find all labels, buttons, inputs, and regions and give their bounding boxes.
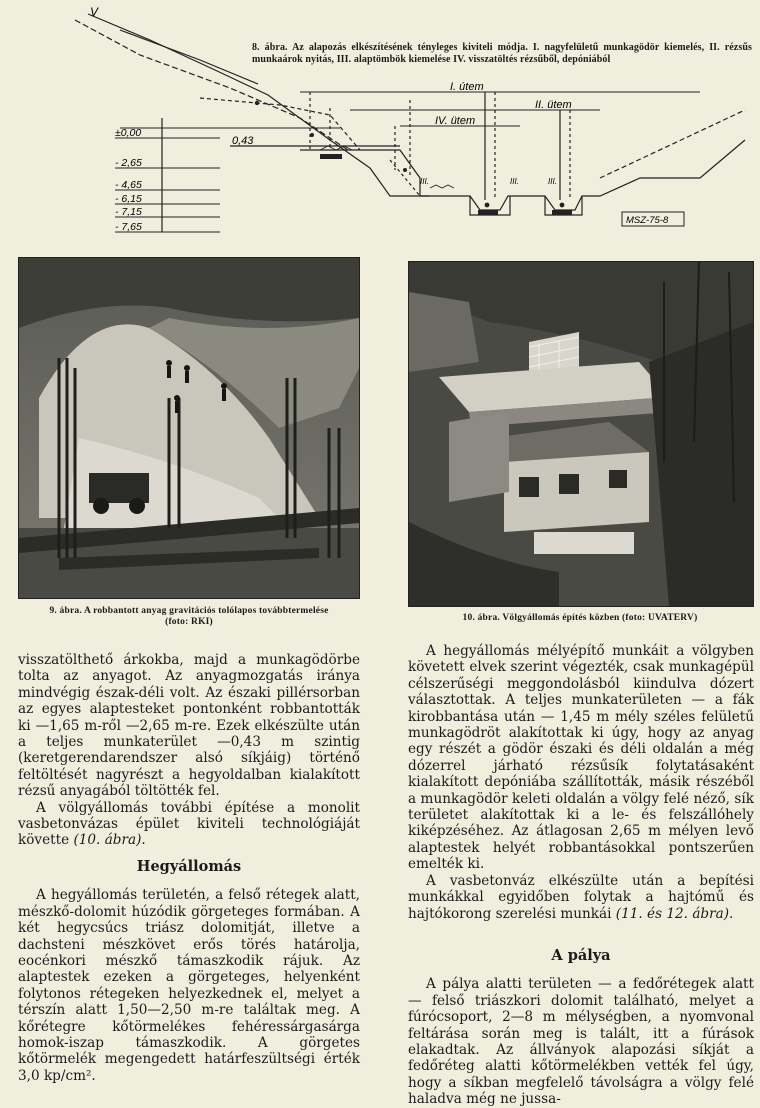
pit-label: III. — [548, 177, 557, 186]
figure-8-caption: 8. ábra. Az alapozás elkészítésének tényleges kiviteli módja. I. nagyfelületű munkagödör kiemelés, II. rézsűs munkaárok nyitás, III. alaptömbök kiemelése IV. visszatöltés rézsűből, depóniából — [252, 42, 752, 65]
figure-9-caption — [18, 606, 360, 628]
dimension-label: 0,43 — [232, 135, 254, 147]
route-label-3: IV. ütem — [435, 115, 476, 127]
elevation-label: - 2,65 — [115, 157, 142, 169]
paragraph: A pálya alatti területen — a fedőrétegek alatt — felső triászkori dolomit található, melyet a fúrócsoport, 2—8 m mélységben, a nyomvonal feltárása során meg is talált, itt a fúrások elakadtak. Az állványok alapozási síkját a fedőréteg alatti kőtörmelékben vették fel úgy, hogy a síkban megfelelő távolságra a völgy felé haladva még ne jussa- — [408, 976, 754, 1108]
figure-reference: (10. ábra). — [73, 832, 146, 849]
section-heading: Hegyállomás — [136, 857, 242, 875]
paragraph: A hegyállomás mélyépítő munkáit a völgyben követett elvek szerint végezték, csak munkagépül célszerűségi meggondolásból kiindulva dózert választottak. A teljes munkaterületen — a fák kirobbantása után — 1,45 m mély széles felületű munkagödröt alakítottak ki úgy, hogy az anyag egy részét a gödör északi és déli oldalán a még dózerrel járható rézsűsík folytatásaként kialakított depóniába szállították, másik részéből a munkagödör keleti oldalán a völgy felé néző, sík területet alakítottak ki a le- és felszállóhely kiképzéséhez. Az átlagosan 2,65 m mélyen levő alaptestek helyét robbantásokkal pontszerűen emelték ki. — [408, 643, 754, 873]
figure-10-caption: 10. ábra. Völgyállomás építés közben (foto: UVATERV) — [462, 613, 698, 623]
right-text-column — [408, 643, 754, 1108]
figure-reference: (11. és 12. ábra). — [615, 905, 734, 922]
paragraph — [408, 873, 754, 922]
pit-label: III. — [510, 177, 519, 186]
elevation-label: - 6,15 — [115, 193, 142, 205]
paragraph: A hegyállomás területén, a felső rétegek alatt, mészkő-dolomit húzódik görgeteges formában. A két hegycsúcs triász dolomitját, illetve a dachsteni mészkövet erős törés határolja, eocénkori mészkő támaszkodik rájuk. Az alaptestek ezeken a görgeteges, helyenként folytonos rétegeken helyezkednek el, melyet a térszín alatt 1,50—2,50 m-re találtak meg. A kőrétegre kőtörmelékes fehéressárgasárga homok-iszap támaszkodik. A görgetes kőtörmelék megengedett határfeszültségi érték 3,0 kp/cm². — [18, 887, 360, 1084]
paragraph-text: A vasbetonváz elkészülte után a bepítési munkákkal egyidőben folytak a hajtómű és hajtókorong szerelési munkái — [408, 872, 754, 922]
paragraph-text: A völgyállomás további építése a monolit vasbetonvázas épület kiviteli technológiáját követte — [18, 799, 360, 849]
elevation-label: - 7,15 — [115, 206, 142, 218]
excavation-outline — [300, 140, 745, 210]
stamp-text: MSZ-75-8 — [626, 215, 669, 226]
section-heading: A pálya — [551, 946, 611, 964]
route-label-2: II. ütem — [535, 99, 572, 111]
figure-10-photo — [408, 261, 754, 607]
route-label-1: I. útem — [450, 81, 484, 93]
construction-site-photo-illustration — [19, 258, 359, 598]
figure-9-photo — [18, 257, 360, 599]
original-terrain-line — [88, 14, 370, 168]
valley-station-photo-illustration — [409, 262, 753, 606]
figure-8-diagram — [0, 0, 760, 250]
paragraph: visszatölthető árkokba, majd a munkagödörbe tolta az anyagot. Az anyagmozgatás iránya mindvégig észak-déli volt. Az északi pillérsorban az egyes alaptesteket pontonként robbantották ki —1,65 m-ről —2,65 m-re. Ezek elkészülte után a teljes munkaterület —0,43 m szintig (keretgerendarendszer alsó síkjáig) történő feltöltését nagyrészt a hegyoldalban kialakított rézsű anyagából töltötték fel. — [18, 652, 360, 800]
figure-9-caption-line1: 9. ábra. A robbantott anyag gravitációs tolólapos továbbtermelése — [49, 606, 329, 616]
elevation-label: - 7,65 — [115, 221, 142, 233]
pit-label: III. — [420, 177, 429, 186]
paragraph — [18, 800, 360, 849]
figure-9-caption-line2: (foto: RKI) — [165, 617, 213, 627]
left-text-column — [18, 652, 360, 1084]
elevation-label: ±0,00 — [115, 127, 142, 139]
elevation-label: - 4,65 — [115, 179, 142, 191]
top-marker-label: V — [90, 5, 99, 19]
